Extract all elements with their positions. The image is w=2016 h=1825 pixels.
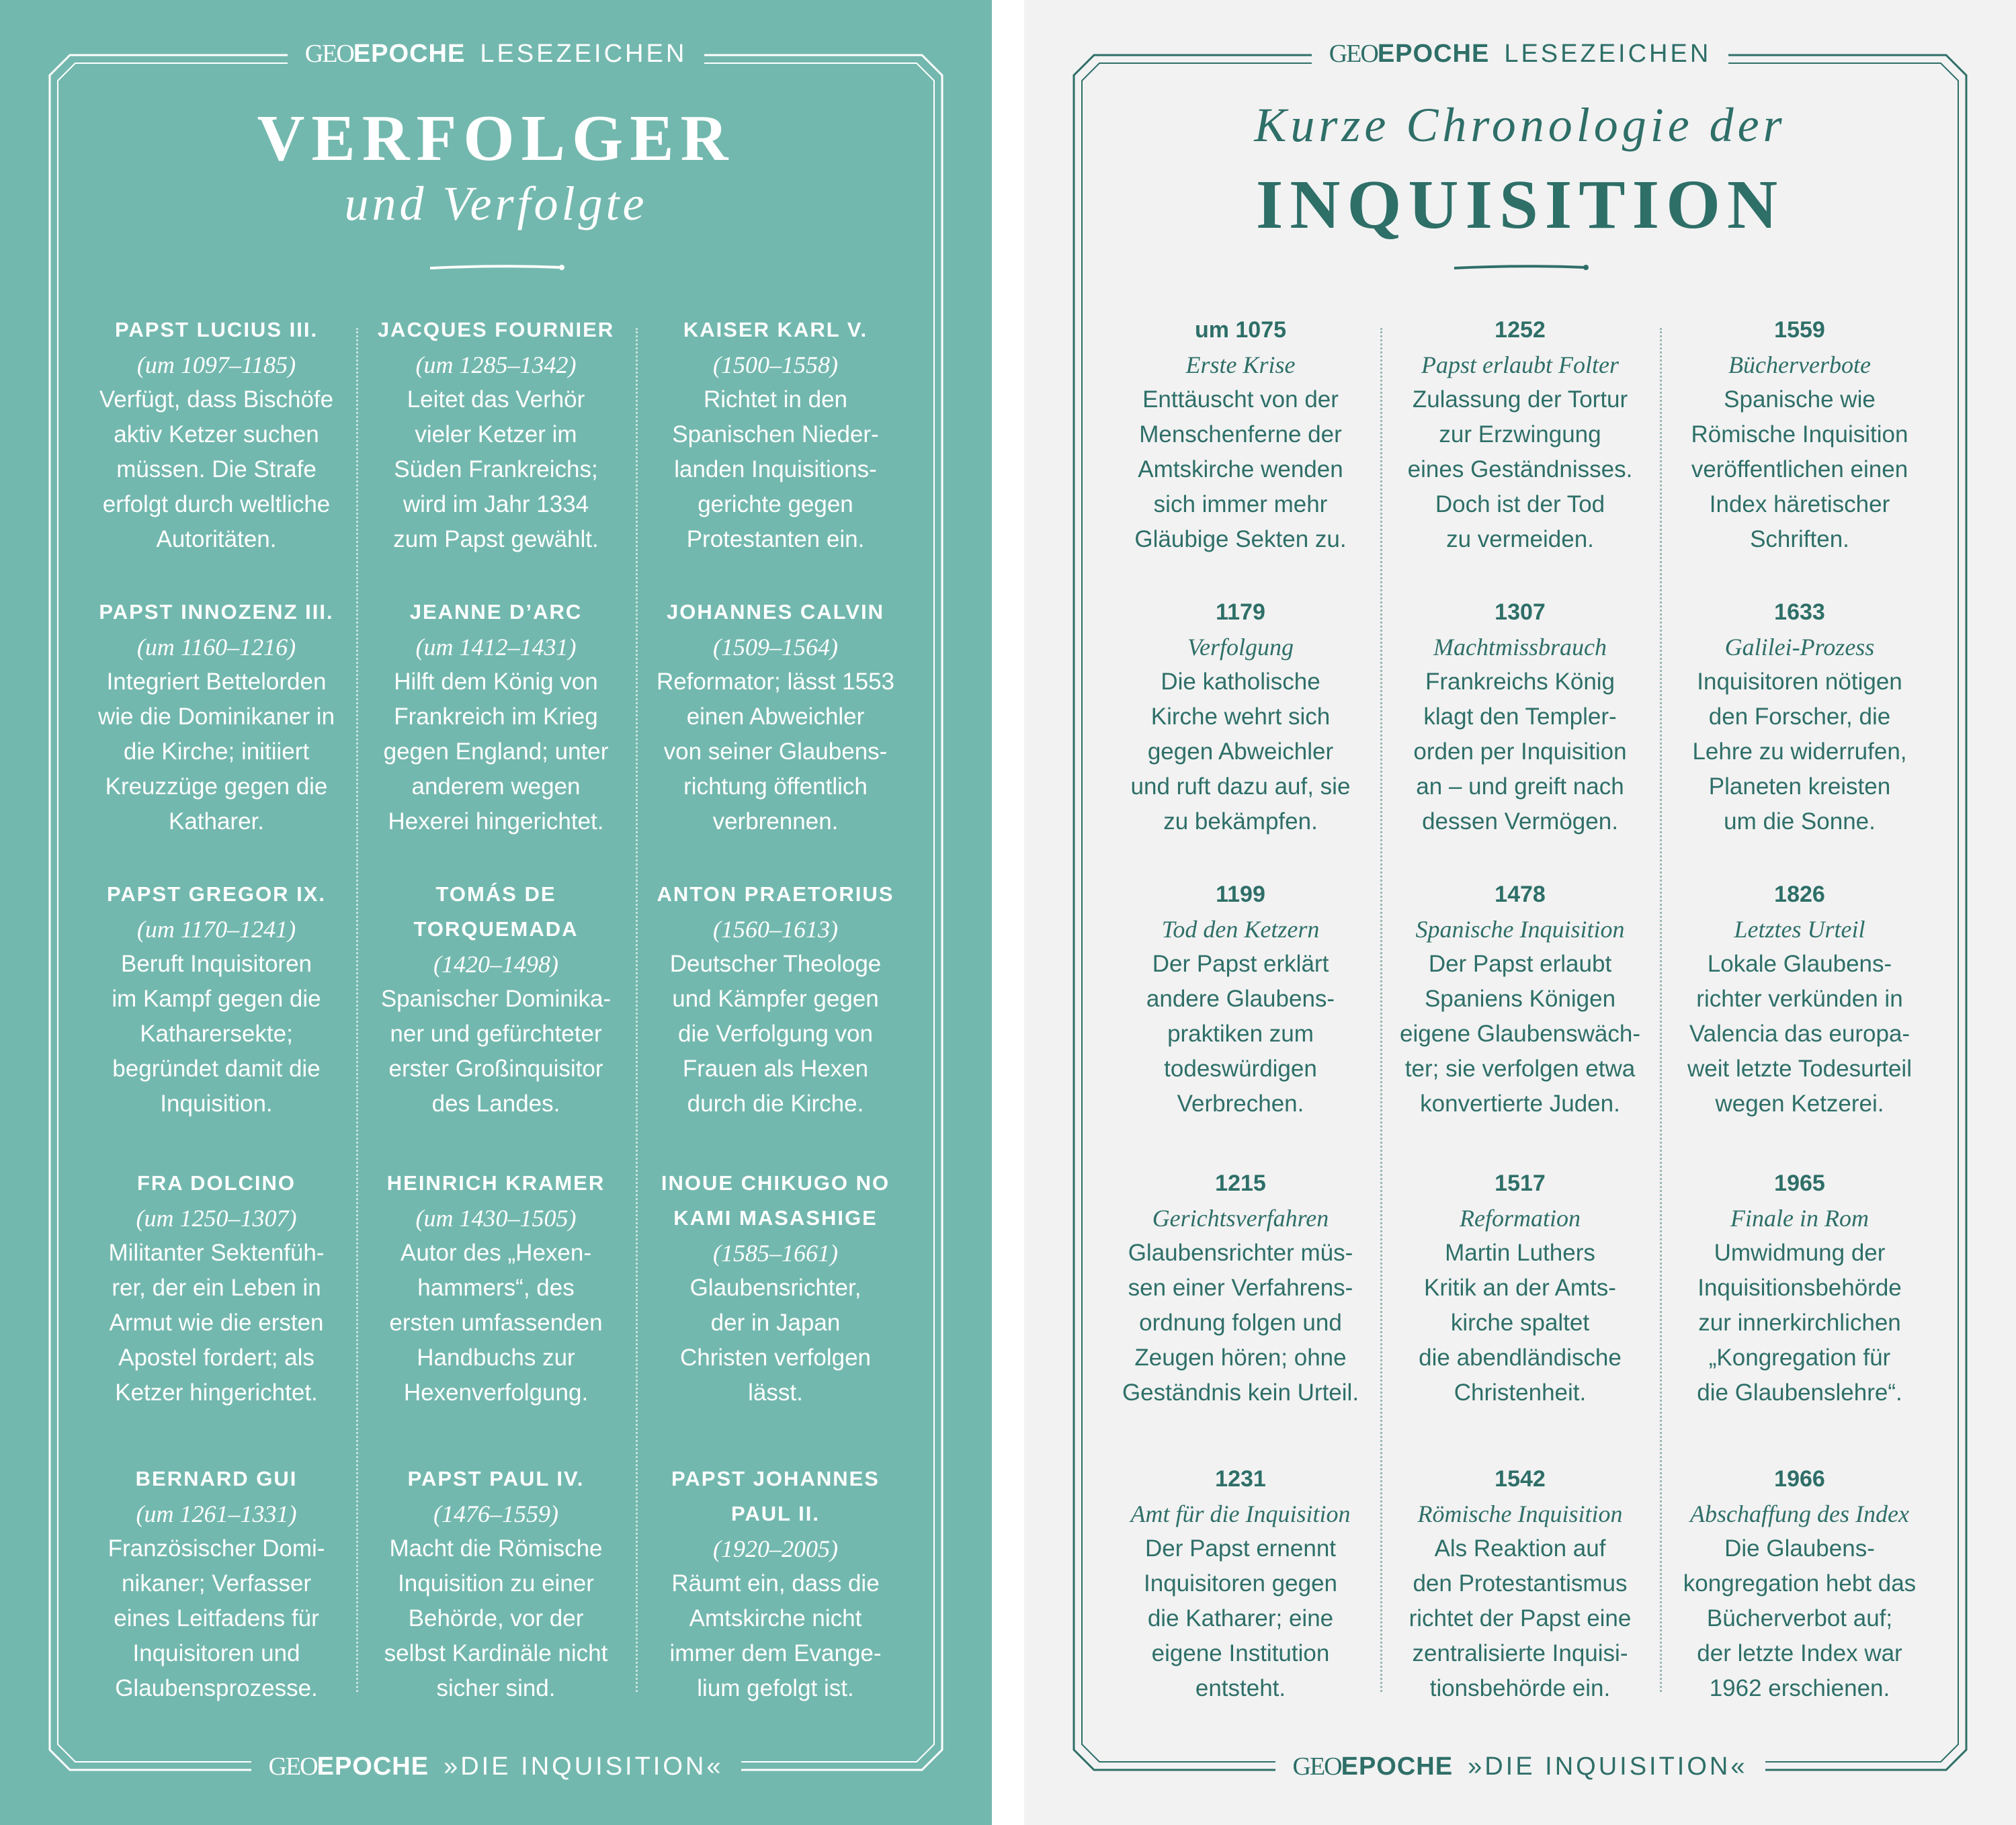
- event-description-line: Schriften.: [1750, 526, 1849, 552]
- header-label: LESEZEICHEN: [480, 40, 687, 68]
- event-description-line: sen einer Verfahrens-: [1128, 1275, 1353, 1301]
- person-description-line: Reformator; lässt 1553: [656, 669, 895, 695]
- event-description-line: konvertierte Juden.: [1420, 1091, 1620, 1117]
- person-description-line: Armut wie die ersten: [109, 1310, 324, 1336]
- right-column-divider: [1660, 328, 1662, 1692]
- event-description-line: und ruft dazu auf, sie: [1130, 773, 1351, 800]
- person-description-line: nikaner; Verfasser: [121, 1570, 312, 1597]
- person-description-line: Handbuchs zur: [417, 1345, 575, 1371]
- person-description-line: Kreuzzüge gegen die: [105, 773, 328, 800]
- event-description-line: Lehre zu widerrufen,: [1692, 738, 1907, 765]
- chronology-entry: [1665, 1166, 1934, 1410]
- person-description-line: Amtskirche nicht: [689, 1605, 862, 1631]
- right-title-main: INQUISITION: [1255, 166, 1785, 243]
- person-description-line: Leitet das Verhör: [407, 386, 585, 413]
- event-title: Gerichtsverfahren: [1152, 1205, 1329, 1232]
- event-year: 1215: [1215, 1171, 1266, 1196]
- event-year: 1542: [1495, 1466, 1546, 1492]
- person-description-line: Autor des „Hexen-: [400, 1240, 592, 1266]
- person-description-line: Deutscher Theologe: [669, 951, 882, 977]
- event-description-line: Spaniens Königen: [1424, 986, 1616, 1012]
- person-lifespan: (1585–1661): [713, 1240, 838, 1267]
- person-description-line: hammers“, des: [417, 1275, 575, 1301]
- person-description-line: richtung öffentlich: [683, 773, 868, 800]
- person-lifespan: (1920–2005): [713, 1535, 838, 1562]
- event-title: Finale in Rom: [1730, 1205, 1869, 1232]
- event-description-line: richter verkünden in: [1696, 986, 1903, 1012]
- person-description-line: erfolgt durch weltliche: [102, 491, 331, 517]
- person-entry: [362, 312, 630, 557]
- person-lifespan: (um 1160–1216): [136, 634, 296, 661]
- person-description-line: Behörde, vor der: [408, 1605, 584, 1631]
- event-year: 1199: [1216, 882, 1265, 907]
- event-description-line: Lokale Glaubens-: [1707, 951, 1892, 977]
- event-description-line: weit letzte Todesurteil: [1687, 1056, 1912, 1082]
- footer-label: »DIE INQUISITION«: [1468, 1752, 1748, 1781]
- event-description-line: entsteht.: [1195, 1675, 1286, 1701]
- event-description-line: ordnung folgen und: [1139, 1310, 1342, 1336]
- left-title-ornament: [0, 263, 992, 273]
- person-description-line: Verfügt, dass Bischöfe: [99, 386, 334, 413]
- person-description-line: begründet damit die: [112, 1056, 321, 1082]
- event-description-line: an – und greift nach: [1416, 773, 1624, 800]
- left-column-divider: [356, 328, 358, 1692]
- person-name: INOUE CHIKUGO NO KAMI MASASHIGE: [661, 1171, 890, 1230]
- person-description-line: Richtet in den: [703, 386, 848, 413]
- event-description-line: sich immer mehr: [1153, 491, 1328, 517]
- person-entry: [82, 1461, 351, 1706]
- person-name: PAPST GREGOR IX.: [107, 882, 326, 906]
- event-year: 1559: [1774, 317, 1825, 343]
- person-entry: [82, 1166, 351, 1410]
- event-description-line: gegen Abweichler: [1147, 738, 1334, 765]
- event-description-line: Inquisitoren nötigen: [1697, 669, 1902, 695]
- event-description-line: Menschenferne der: [1139, 421, 1342, 448]
- event-description-line: klagt den Templer-: [1423, 704, 1617, 730]
- event-description-line: Umwidmung der: [1714, 1240, 1886, 1266]
- event-description-line: Kritik an der Amts-: [1424, 1275, 1616, 1301]
- person-description-line: verbrennen.: [712, 808, 839, 835]
- person-lifespan: (1560–1613): [713, 916, 838, 943]
- person-entry: [362, 877, 630, 1121]
- event-description-line: Geständnis kein Urteil.: [1122, 1380, 1359, 1406]
- person-lifespan: (1500–1558): [713, 351, 838, 378]
- person-description-line: des Landes.: [431, 1091, 560, 1117]
- epoche-logo: EPOCHE: [1341, 1752, 1454, 1781]
- person-description-line: Katharersekte;: [140, 1021, 293, 1047]
- event-description-line: veröffentlichen einen: [1691, 456, 1908, 482]
- event-description-line: Bücherverbot auf;: [1706, 1605, 1893, 1631]
- chronology-entry: [1386, 312, 1654, 557]
- right-title-sub: Kurze Chronologie der: [1254, 98, 1786, 152]
- person-entry: [641, 595, 910, 839]
- event-description-line: Doch ist der Tod: [1435, 491, 1605, 517]
- person-entry: [641, 877, 910, 1121]
- chronology-entry: [1665, 877, 1934, 1121]
- event-description-line: die Glaubenslehre“.: [1697, 1380, 1902, 1406]
- event-description-line: Der Papst erlaubt: [1428, 951, 1612, 977]
- event-description-line: die Katharer; eine: [1147, 1605, 1334, 1631]
- chronology-entry: [1106, 1166, 1375, 1410]
- event-description-line: praktiken zum: [1167, 1021, 1314, 1047]
- event-description-line: orden per Inquisition: [1413, 738, 1627, 765]
- event-title: Verfolgung: [1187, 634, 1294, 661]
- event-title: Letztes Urteil: [1734, 916, 1865, 943]
- person-lifespan: (um 1430–1505): [415, 1205, 577, 1232]
- event-description-line: Spanische wie: [1724, 386, 1876, 413]
- event-description-line: dessen Vermögen.: [1422, 808, 1618, 835]
- person-description-line: die Verfolgung von: [678, 1021, 873, 1047]
- person-description-line: müssen. Die Strafe: [116, 456, 317, 482]
- person-description-line: von seiner Glaubens-: [663, 738, 888, 765]
- event-title: Papst erlaubt Folter: [1421, 351, 1619, 378]
- person-description-line: sicher sind.: [436, 1675, 556, 1701]
- right-bookmark-panel: [1024, 0, 2016, 1825]
- geo-logo: GEO: [1292, 1752, 1341, 1781]
- chronology-entry: [1386, 1461, 1654, 1706]
- person-lifespan: (1509–1564): [713, 634, 838, 661]
- event-year: 1307: [1495, 599, 1546, 625]
- person-description-line: immer dem Evange-: [669, 1640, 882, 1666]
- event-title: Spanische Inquisition: [1415, 916, 1625, 943]
- person-entry: [362, 1166, 630, 1410]
- event-description-line: Martin Luthers: [1445, 1240, 1595, 1266]
- event-description-line: Als Reaktion auf: [1434, 1535, 1606, 1562]
- epoche-logo: EPOCHE: [317, 1752, 429, 1781]
- chronology-entry: [1386, 595, 1654, 839]
- person-description-line: wie die Dominikaner in: [97, 704, 335, 730]
- geo-logo: GEO: [1329, 40, 1378, 68]
- event-description-line: Der Papst erklärt: [1152, 951, 1329, 977]
- header-label: LESEZEICHEN: [1504, 40, 1712, 68]
- event-year: 1252: [1495, 317, 1546, 343]
- person-description-line: Räumt ein, dass die: [671, 1570, 880, 1597]
- person-name: PAPST JOHANNES PAUL II.: [671, 1467, 880, 1525]
- event-description-line: Römische Inquisition: [1691, 421, 1908, 448]
- geo-logo: GEO: [304, 40, 353, 68]
- event-title: Galilei-Prozess: [1724, 634, 1875, 661]
- person-description-line: rer, der ein Leben in: [112, 1275, 321, 1301]
- event-description-line: Glaubensrichter müs-: [1128, 1240, 1353, 1266]
- person-lifespan: (um 1250–1307): [136, 1205, 297, 1232]
- person-description-line: im Kampf gegen die: [112, 986, 321, 1012]
- person-description-line: und Kämpfer gegen: [672, 986, 879, 1012]
- event-title: Amt für die Inquisition: [1130, 1500, 1351, 1527]
- event-description-line: andere Glaubens-: [1146, 986, 1335, 1012]
- left-footer-brand: [0, 1752, 992, 1781]
- person-description-line: Spanischen Nieder-: [672, 421, 879, 448]
- event-description-line: die abendländische: [1419, 1345, 1622, 1371]
- person-entry: [362, 1461, 630, 1706]
- left-title-main: VERFOLGER: [257, 102, 735, 175]
- event-description-line: Kirche wehrt sich: [1150, 704, 1331, 730]
- event-description-line: der letzte Index war: [1697, 1640, 1902, 1666]
- person-description-line: Christen verfolgen: [679, 1345, 872, 1371]
- person-name: PAPST INNOZENZ III.: [99, 600, 334, 624]
- person-entry: [362, 595, 630, 839]
- person-name: JEANNE D’ARC: [409, 600, 583, 624]
- event-description-line: Gläubige Sekten zu.: [1134, 526, 1347, 552]
- person-name: KAISER KARL V.: [683, 318, 868, 341]
- person-description-line: Spanischer Dominika-: [380, 986, 612, 1012]
- left-bookmark-panel: [0, 0, 992, 1825]
- event-description-line: eigene Glaubenswäch-: [1399, 1021, 1640, 1047]
- event-description-line: todeswürdigen: [1164, 1056, 1317, 1082]
- event-description-line: zu vermeiden.: [1446, 526, 1594, 552]
- person-name: JACQUES FOURNIER: [377, 318, 615, 341]
- person-lifespan: (1420–1498): [433, 951, 558, 978]
- event-description-line: den Protestantismus: [1413, 1570, 1628, 1597]
- epoche-logo: EPOCHE: [1377, 40, 1490, 68]
- person-description-line: landen Inquisitions-: [674, 456, 877, 482]
- person-description-line: Glaubensprozesse.: [115, 1675, 318, 1701]
- event-description-line: richtet der Papst eine: [1409, 1605, 1632, 1631]
- person-lifespan: (um 1285–1342): [415, 351, 577, 378]
- chronology-entry: [1106, 1461, 1375, 1706]
- event-description-line: Verbrechen.: [1177, 1091, 1304, 1117]
- event-description-line: Zeugen hören; ohne: [1134, 1345, 1347, 1371]
- event-description-line: wegen Ketzerei.: [1715, 1091, 1884, 1117]
- event-year: 1231: [1215, 1466, 1266, 1492]
- event-title: Reformation: [1460, 1205, 1581, 1232]
- person-entry: [82, 595, 351, 839]
- person-name: TOMÁS DE TORQUEMADA: [413, 882, 579, 941]
- person-description-line: selbst Kardinäle nicht: [384, 1640, 608, 1666]
- person-description-line: Autoritäten.: [156, 526, 277, 552]
- event-year: 1517: [1495, 1171, 1546, 1196]
- event-title: Abschaffung des Index: [1690, 1500, 1909, 1527]
- person-description-line: Beruft Inquisitoren: [120, 951, 312, 977]
- person-description-line: Frauen als Hexen: [682, 1056, 869, 1082]
- person-description-line: Frankreich im Krieg: [394, 704, 598, 730]
- person-name: PAPST PAUL IV.: [407, 1467, 585, 1490]
- event-description-line: zur innerkirchlichen: [1698, 1310, 1901, 1336]
- event-description-line: um die Sonne.: [1724, 808, 1876, 835]
- person-description-line: Integriert Bettelorden: [106, 669, 327, 695]
- person-lifespan: (1476–1559): [433, 1500, 558, 1527]
- left-header-brand: [0, 39, 992, 69]
- event-description-line: Valencia das europa-: [1689, 1021, 1910, 1047]
- person-description-line: Katharer.: [168, 808, 265, 835]
- chronology-entry: [1665, 312, 1934, 557]
- chronology-entry: [1665, 595, 1934, 839]
- event-description-line: 1962 erschienen.: [1709, 1675, 1890, 1701]
- event-year: 1633: [1774, 599, 1825, 625]
- person-description-line: eines Leitfadens für: [114, 1605, 319, 1631]
- event-year: 1965: [1774, 1171, 1825, 1196]
- person-name: HEINRICH KRAMER: [386, 1171, 605, 1195]
- person-description-line: Inquisition zu einer: [398, 1570, 594, 1597]
- event-title: Römische Inquisition: [1417, 1500, 1623, 1527]
- person-description-line: durch die Kirche.: [687, 1091, 864, 1117]
- event-description-line: Der Papst ernennt: [1144, 1535, 1337, 1562]
- event-description-line: Die katholische: [1161, 669, 1320, 695]
- person-description-line: lium gefolgt ist.: [697, 1675, 854, 1701]
- right-header-brand: [1024, 39, 2016, 69]
- person-description-line: Apostel fordert; als: [118, 1345, 314, 1371]
- person-lifespan: (um 1261–1331): [136, 1500, 297, 1527]
- person-entry: [641, 312, 910, 557]
- chronology-entry: [1386, 1166, 1654, 1410]
- person-description-line: gerichte gegen: [698, 491, 853, 517]
- event-description-line: Enttäuscht von der: [1142, 386, 1339, 413]
- event-description-line: „Kongregation für: [1708, 1345, 1891, 1371]
- chronology-entry: [1665, 1461, 1934, 1706]
- person-name: PAPST LUCIUS III.: [114, 318, 319, 341]
- person-description-line: gegen England; unter: [383, 738, 609, 765]
- event-description-line: zur Erzwingung: [1439, 421, 1601, 448]
- person-description-line: vieler Ketzer im: [415, 421, 577, 448]
- left-title-sub: und Verfolgte: [344, 177, 648, 230]
- person-description-line: erster Großinquisitor: [388, 1056, 603, 1082]
- event-description-line: Frankreichs König: [1425, 669, 1615, 695]
- person-entry: [641, 1461, 910, 1706]
- person-description-line: Inquisition.: [160, 1091, 273, 1117]
- chronology-entry: [1106, 877, 1375, 1121]
- event-description-line: Inquisitionsbehörde: [1697, 1275, 1902, 1301]
- chronology-entry: [1106, 312, 1375, 557]
- event-description-line: Christenheit.: [1454, 1380, 1587, 1406]
- event-description-line: tionsbehörde ein.: [1429, 1675, 1611, 1701]
- event-year: 1179: [1216, 599, 1265, 625]
- event-title: Bücherverbote: [1728, 351, 1871, 378]
- event-description-line: zentralisierte Inquisi-: [1412, 1640, 1628, 1666]
- person-lifespan: (um 1170–1241): [136, 916, 296, 943]
- person-description-line: die Kirche; initiiert: [123, 738, 310, 765]
- person-name: BERNARD GUI: [135, 1467, 298, 1490]
- event-title: Machtmissbrauch: [1433, 634, 1607, 661]
- event-year: 1478: [1495, 882, 1546, 907]
- person-description-line: Macht die Römische: [389, 1535, 603, 1562]
- person-description-line: Süden Frankreichs;: [394, 456, 598, 482]
- event-year: 1966: [1774, 1466, 1825, 1492]
- person-description-line: Militanter Sektenfüh-: [108, 1240, 325, 1266]
- event-year: um 1075: [1194, 317, 1287, 343]
- event-description-line: ter; sie verfolgen etwa: [1404, 1056, 1636, 1082]
- person-description-line: wird im Jahr 1334: [403, 491, 589, 517]
- event-description-line: Index häretischer: [1709, 491, 1890, 517]
- person-description-line: zum Papst gewählt.: [393, 526, 599, 552]
- person-description-line: Ketzer hingerichtet.: [115, 1380, 318, 1406]
- person-description-line: Inquisitoren und: [132, 1640, 300, 1666]
- geo-logo: GEO: [268, 1752, 317, 1781]
- event-description-line: Inquisitoren gegen: [1144, 1570, 1337, 1597]
- person-name: ANTON PRAETORIUS: [657, 882, 894, 906]
- person-entry: [82, 877, 351, 1121]
- event-description-line: eigene Institution: [1151, 1640, 1330, 1666]
- right-footer-brand: [1024, 1752, 2016, 1781]
- event-description-line: Zulassung der Tortur: [1412, 386, 1628, 413]
- person-description-line: der in Japan: [710, 1310, 841, 1336]
- event-description-line: eines Geständnisses.: [1407, 456, 1633, 482]
- event-title: Tod den Ketzern: [1161, 916, 1320, 943]
- person-lifespan: (um 1412–1431): [415, 634, 577, 661]
- event-year: 1826: [1774, 882, 1825, 907]
- person-description-line: Französischer Domi-: [108, 1535, 325, 1562]
- event-description-line: Amtskirche wenden: [1138, 456, 1343, 482]
- person-description-line: Hexerei hingerichtet.: [388, 808, 604, 835]
- epoche-logo: EPOCHE: [353, 40, 466, 68]
- event-description-line: kongregation hebt das: [1683, 1570, 1917, 1597]
- right-title-ornament: [1024, 263, 2016, 273]
- event-description-line: zu bekämpfen.: [1163, 808, 1318, 835]
- right-column-divider: [1380, 328, 1382, 1692]
- chronology-entry: [1386, 877, 1654, 1121]
- person-description-line: Hilft dem König von: [394, 669, 598, 695]
- person-description-line: Glaubensrichter,: [689, 1275, 862, 1301]
- person-description-line: anderem wegen: [411, 773, 581, 800]
- event-description-line: kirche spaltet: [1450, 1310, 1590, 1336]
- chronology-entry: [1106, 595, 1375, 839]
- person-entry: [641, 1166, 910, 1410]
- person-entry: [82, 312, 351, 557]
- person-description-line: ersten umfassenden: [389, 1310, 603, 1336]
- person-description-line: aktiv Ketzer suchen: [114, 421, 319, 448]
- person-name: FRA DOLCINO: [136, 1171, 296, 1195]
- event-description-line: Die Glaubens-: [1724, 1535, 1875, 1562]
- footer-label: »DIE INQUISITION«: [444, 1752, 724, 1781]
- person-name: JOHANNES CALVIN: [667, 600, 884, 624]
- person-description-line: lässt.: [748, 1380, 803, 1406]
- person-description-line: Protestanten ein.: [686, 526, 865, 552]
- event-title: Erste Krise: [1185, 351, 1296, 378]
- person-description-line: Hexenverfolgung.: [403, 1380, 589, 1406]
- person-lifespan: (um 1097–1185): [136, 351, 296, 378]
- person-description-line: einen Abweichler: [686, 704, 865, 730]
- event-description-line: Planeten kreisten: [1708, 773, 1891, 800]
- event-description-line: den Forscher, die: [1708, 704, 1891, 730]
- person-description-line: ner und gefürchteter: [390, 1021, 602, 1047]
- left-column-divider: [636, 328, 638, 1692]
